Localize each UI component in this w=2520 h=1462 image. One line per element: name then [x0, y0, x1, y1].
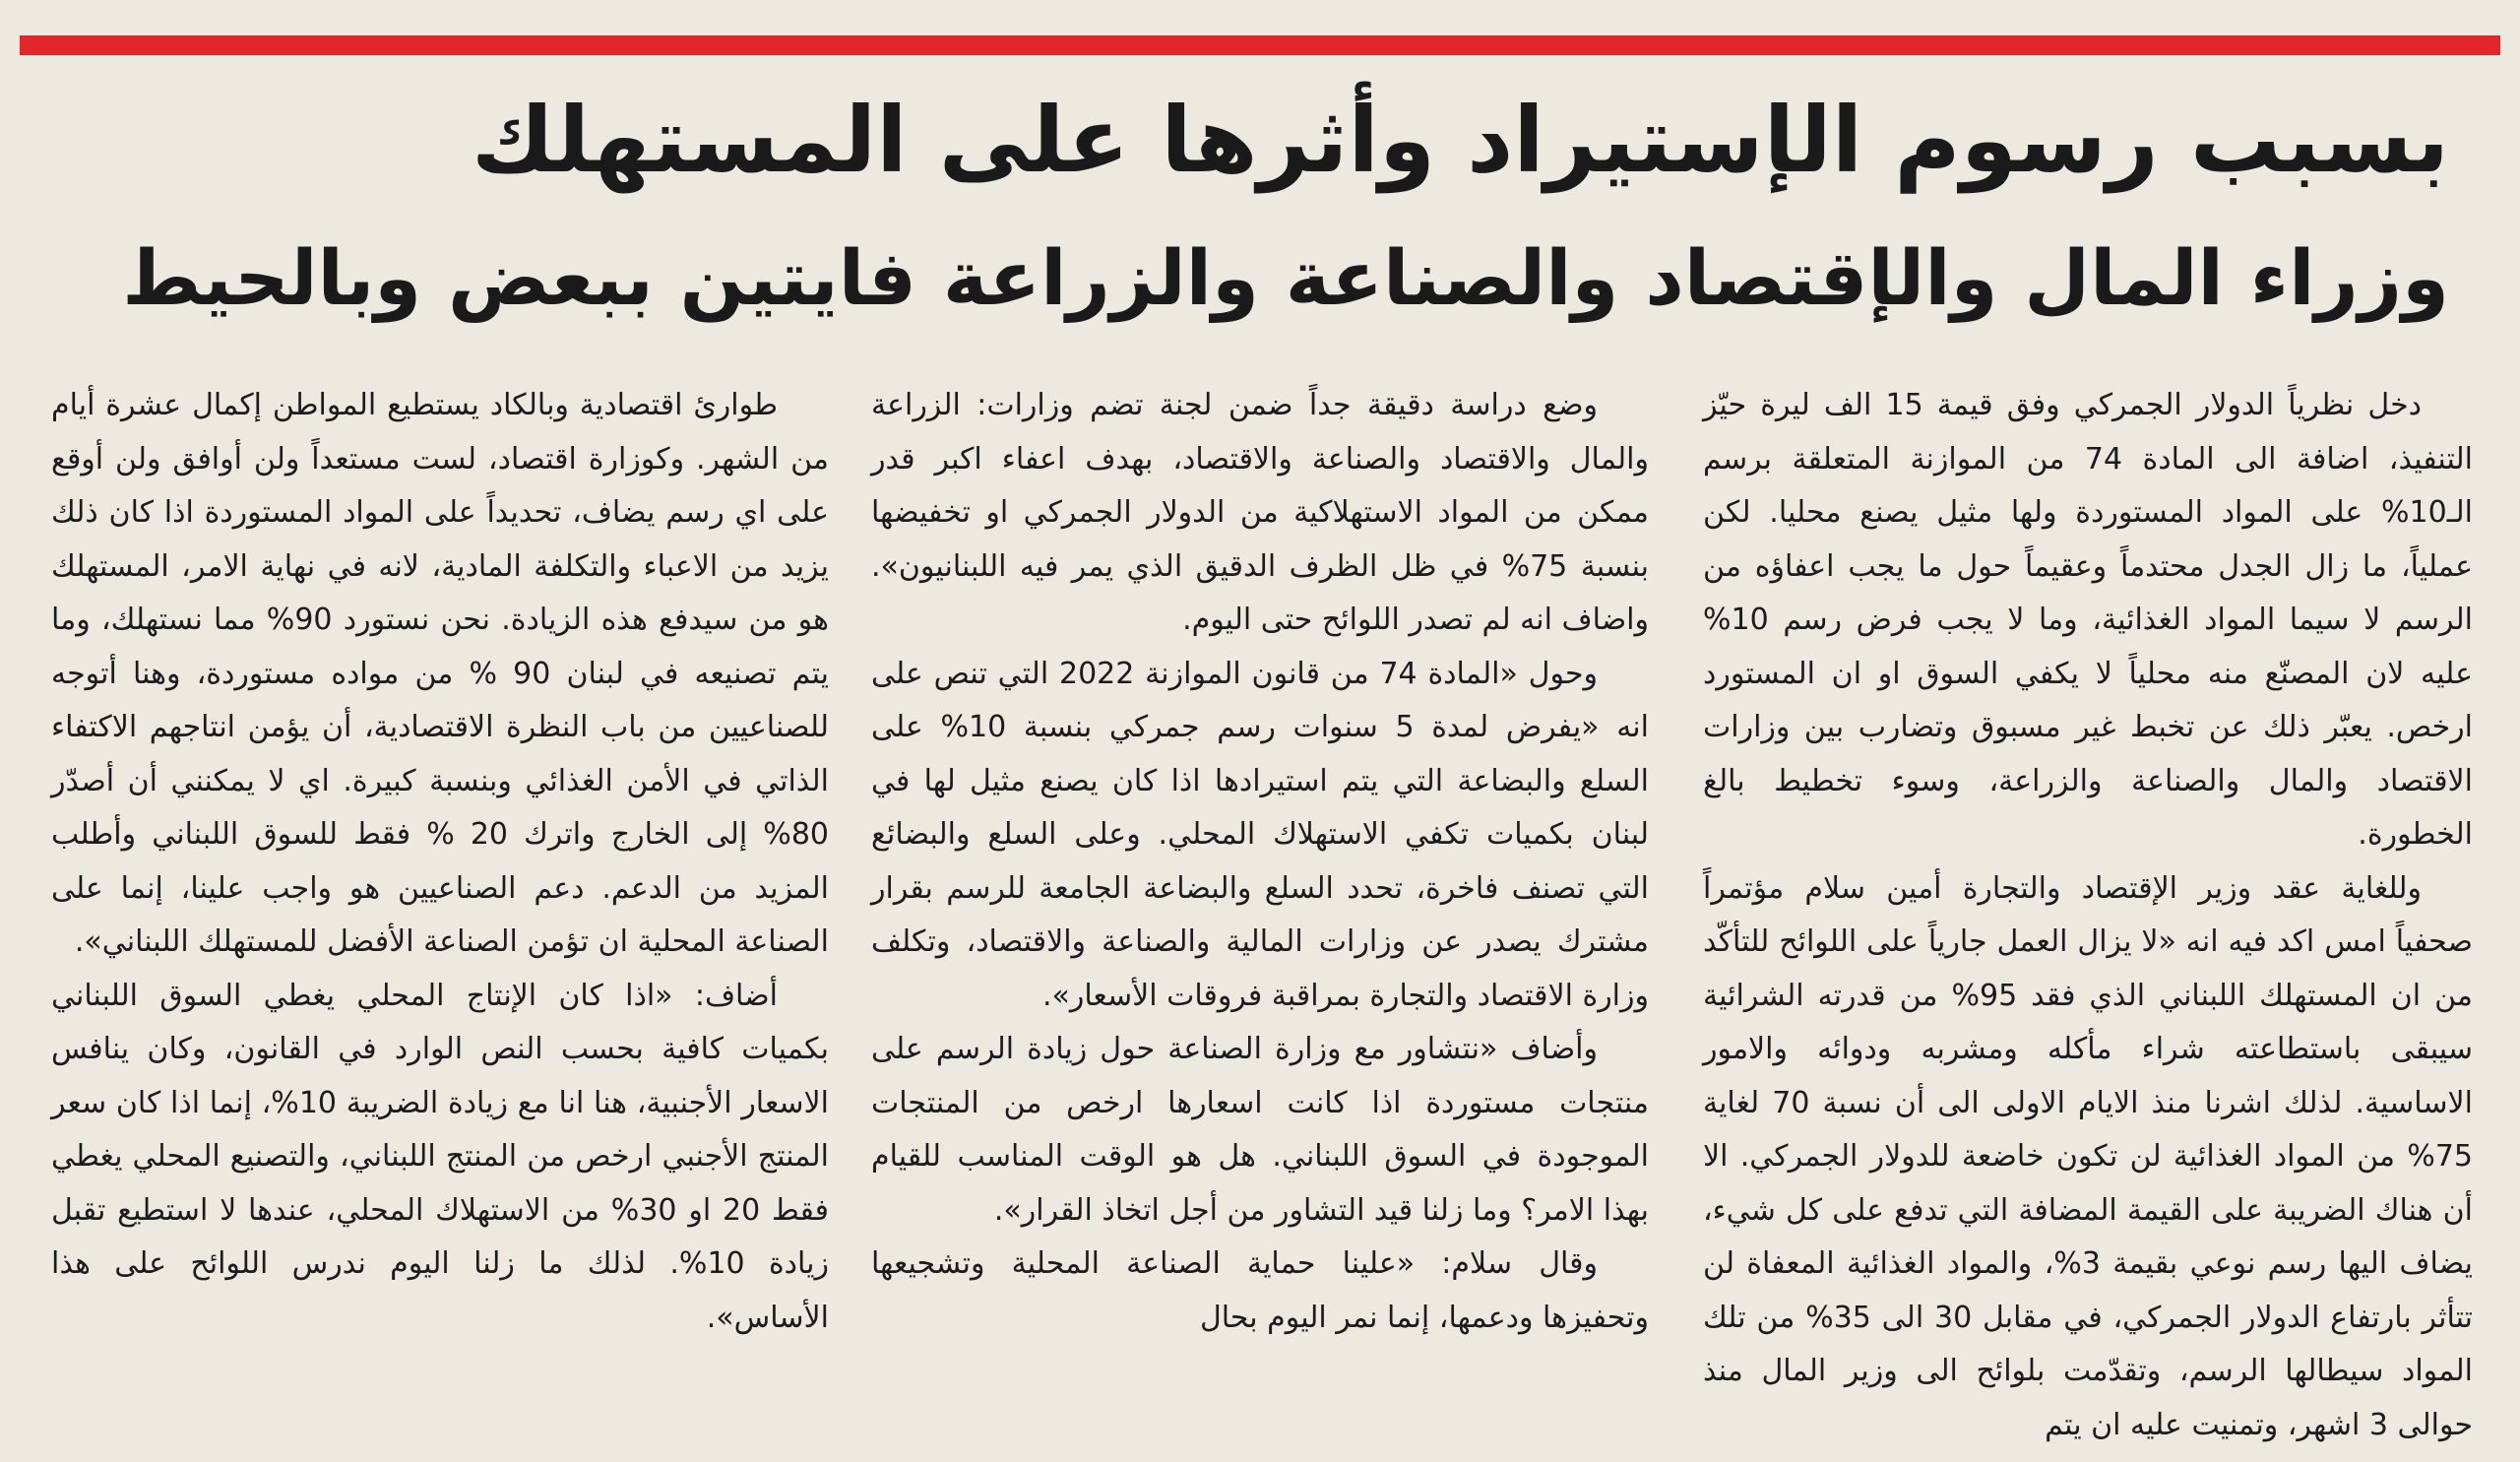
column-3-paragraph-2: أضاف: «اذا كان الإنتاج المحلي يغطي السوق اللبناني بكميات كافية بحسب النص الوارد في القانون، وكان ينافس الاسعار الأجنبية، هنا انا مع زيادة الضريبة 10%، إنما اذا كان سعر المنتج الأجنبي ارخص من المنتج اللبناني، والتصنيع المحلي يغطي فقط 20 او 30% من الاستهلاك المحلي، عندها لا استطيع تقبل زيادة 10%. لذلك ما زلنا اليوم ندرس اللوائح على هذا الأساس». [51, 978, 830, 1335]
column-2-paragraph-2: وحول «المادة 74 من قانون الموازنة 2022 التي تنص على انه «يفرض لمدة 5 سنوات رسم جمركي بنسبة 10% على السلع والبضاعة التي يتم استيرادها اذا كان يصنع مثيل لها في لبنان بكميات تكفي الاستهلاك المحلي. وعلى السلع والبضائع التي تصنف فاخرة، تحدد السلع والبضاعة الجامعة للرسم بقرار مشترك يصدر عن وزارات المالية والصناعة والاقتصاد، وتكلف وزارة الاقتصاد والتجارة بمراقبة فروقات الأسعار». [871, 656, 1649, 1013]
headline-line-2: وزراء المال والإقتصاد والصناعة والزراعة فايتين ببعض وبالحيط [122, 235, 2449, 323]
headline-line-1: بسبب رسوم الإستيراد وأثرها على المستهلك [471, 88, 2449, 193]
article-column-3 [51, 379, 829, 1423]
top-red-bar [20, 35, 2500, 55]
column-1-paragraph-2: وللغاية عقد وزير الإقتصاد والتجارة أمين سلام مؤتمراً صحفياً امس اكد فيه انه «لا يزال العمل جارياً على اللوائح للتأكّد من ان المستهلك اللبناني الذي فقد 95% من قدرته الشرائية سيبقى باستطاعته شراء مأكله ومشربه ودوائه والامور الاساسية. لذلك اشرنا منذ الايام الاولى الى أن نسبة 70 لغاية 75% من المواد الغذائية لن تكون خاضعة للدولار الجمركي. الا أن هناك الضريبة على القيمة المضافة التي تدفع على كل شيء، يضاف اليها رسم نوعي بقيمة 3%، والمواد الغذائية المعفاة لن تتأثر بارتفاع الدولار الجمركي، في مقابل 30 الى 35% من تلك المواد سيطالها الرسم، وتقدّمت بلوائح الى وزير المال منذ حوالى 3 اشهر، وتمنيت عليه ان يتم [1703, 870, 2473, 1442]
column-2-paragraph-3: وأضاف «نتشاور مع وزارة الصناعة حول زيادة الرسم على منتجات مستوردة اذا كانت اسعارها ارخص من المنتجات الموجودة في السوق اللبناني. هل هو الوقت المناسب للقيام بهذا الامر؟ وما زلنا قيد التشاور من أجل اتخاذ القرار». [871, 1032, 1649, 1228]
article-column-2 [871, 379, 1649, 1423]
column-2-paragraph-1: وضع دراسة دقيقة جداً ضمن لجنة تضم وزارات: الزراعة والمال والاقتصاد والصناعة والاقتصاد، بهدف اعفاء اكبر قدر ممكن من المواد الاستهلاكية من الدولار الجمركي او تخفيضها بنسبة 75% في ظل الظرف الدقيق الذي يمر فيه اللبنانيون». واضاف انه لم تصدر اللوائح حتى اليوم. [871, 388, 1650, 637]
column-1-paragraph-1: دخل نظرياً الدولار الجمركي وفق قيمة 15 الف ليرة حيّز التنفيذ، اضافة الى المادة 74 من الموازنة المتعلقة برسم الـ10% على المواد المستوردة ولها مثيل يصنع محليا. لكن عملياً، ما زال الجدل محتدماً وعقيماً حول ما يجب اعفاؤه من الرسم لا سيما المواد الغذائية، وما لا يجب فرض رسم 10% عليه لان المصنّع منه محلياً لا يكفي السوق او ان المستورد ارخص. يعبّر ذلك عن تخبط غير مسبوق وتضارب بين وزارات الاقتصاد والمال والصناعة والزراعة، وسوء تخطيط بالغ الخطورة. [1703, 388, 2474, 852]
column-2-paragraph-4: وقال سلام: «علينا حماية الصناعة المحلية وتشجيعها وتحفيزها ودعمها، إنما نمر اليوم بحال [871, 1246, 1649, 1335]
article-column-1 [1703, 379, 2474, 1442]
column-3-paragraph-1: طوارئ اقتصادية وبالكاد يستطيع المواطن إكمال عشرة أيام من الشهر. وكوزارة اقتصاد، لست مستعداً ولن أوافق ولن أوقع على اي رسم يضاف، تحديداً على المواد المستوردة اذا كان ذلك يزيد من الاعباء والتكلفة المادية، لانه في نهاية الامر، المستهلك هو من سيدفع هذه الزيادة. نحن نستورد 90% مما نستهلك، وما يتم تصنيعه في لبنان 90 % من مواده مستوردة، وهنا أتوجه للصناعيين من باب النظرة الاقتصادية، أن يؤمن انتاجهم الاكتفاء الذاتي في الأمن الغذائي وبنسبة كبيرة. اي لا يمكنني أن أصدّر 80% إلى الخارج واترك 20 % فقط للسوق اللبناني وأطلب المزيد من الدعم. دعم الصناعيين هو واجب علينا، إنما على الصناعة المحلية ان تؤمن الصناعة الأفضل للمستهلك اللبناني». [51, 388, 829, 959]
